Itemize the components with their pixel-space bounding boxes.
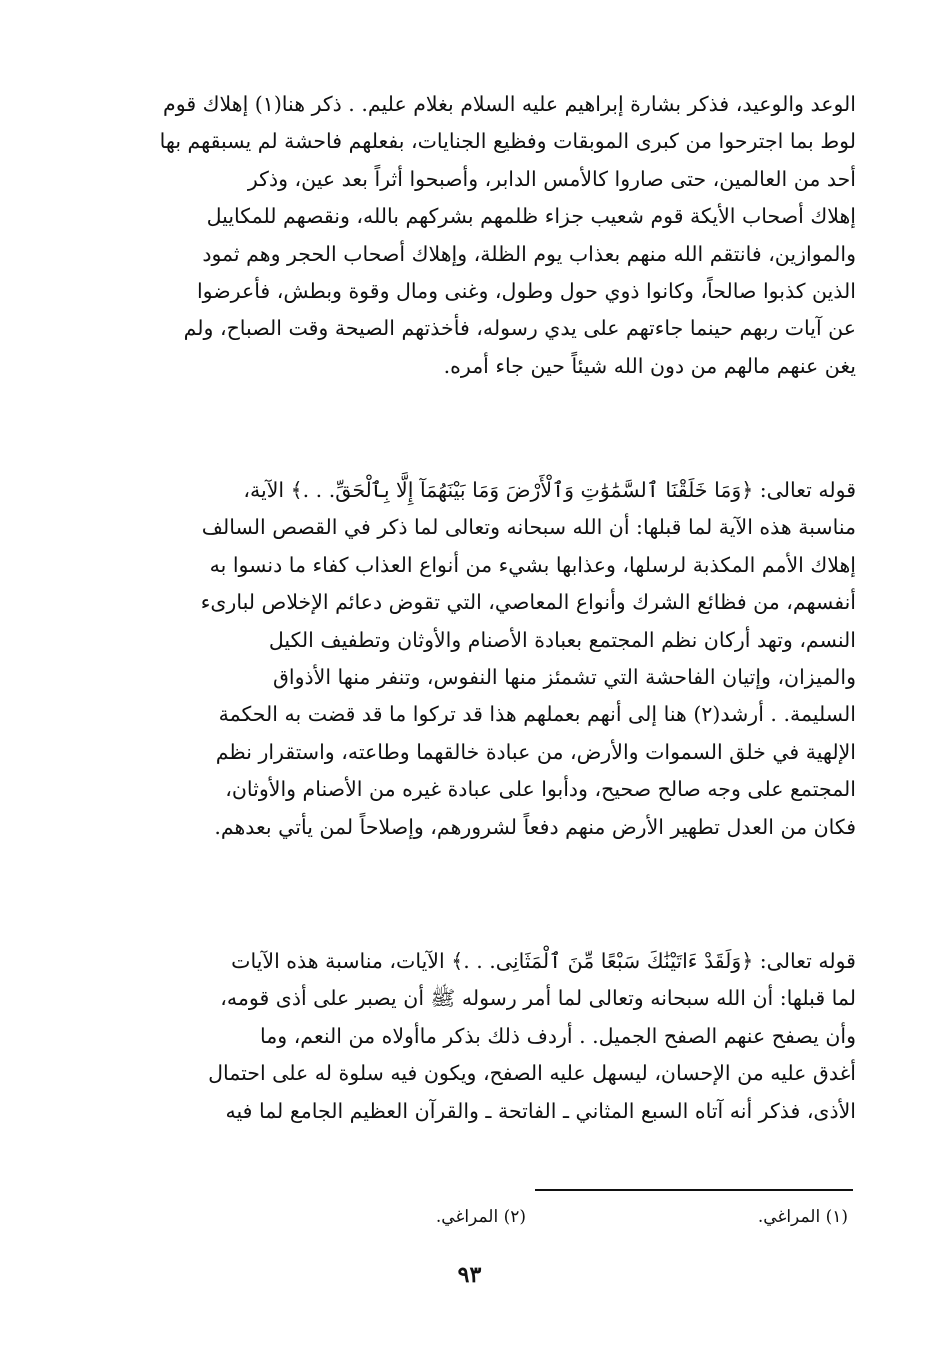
page-number: ٩٣: [457, 1262, 482, 1288]
text-line: عن آيات ربهم حينما جاءتهم على يدي رسوله، فأخذتهم الصيحة وقت الصباح، ولم: [183, 316, 856, 341]
text-line: والميزان، وإتيان الفاحشة التي تشمئز منها النفوس، وتنفر منها الأذواق: [273, 665, 856, 690]
text-line: الإلهية في خلق السموات والأرض، من عبادة خالقهما وطاعته، واستقرار نظم: [215, 739, 856, 764]
text-line: إهلاك الأمم المكذبة لرسلها، وعذابها بشيء من أنواع العذاب كفاء ما دنسوا به: [209, 552, 856, 577]
text-line: إهلاك أصحاب الأيكة قوم شعيب جزاء ظلمهم بشركهم بالله، ونقصهم للمكاييل: [206, 204, 856, 229]
text-line: وأن يصفح عنهم الصفح الجميل. . أردف ذلك بذكر ماأولاه من النعم، وما: [260, 1023, 856, 1048]
footnote-1: (١) المراغي.: [757, 1207, 848, 1227]
text-line: الأذى، فذكر أنه آتاه السبع المثاني ـ الفاتحة ـ والقرآن العظيم الجامع لما فيه: [225, 1098, 856, 1123]
footnote-divider: [535, 1189, 853, 1191]
paragraph-lut-and-thamud: [80, 86, 856, 385]
text-line: السليمة. . أرشد(٢) هنا إلى أنهم بعملهم هذا قد تركوا ما قد قضت به الحكمة: [218, 702, 856, 727]
text-line: الوعد والوعيد، فذكر بشارة إبراهيم عليه السلام بغلام عليم. . ذكر هنا(١) إهلاك قوم: [163, 92, 856, 116]
text-line: النسم، وتهد أركان نظم المجتمع بعبادة الأصنام والأوثان وتطفيف الكيل: [268, 627, 856, 652]
paragraph-seven-mathani: [80, 943, 856, 1130]
text-line: فكان من العدل تطهير الأرض منهم دفعاً لشرورهم، وإصلاحاً لمن يأتي بعدهم.: [214, 814, 856, 839]
paragraph-creation-in-truth: [80, 472, 856, 846]
text-line: لما قبلها: أن الله سبحانه وتعالى لما أمر رسوله ﷺ أن يصبر على أذى قومه،: [220, 986, 856, 1011]
text-line: لوط بما اجترحوا من كبرى الموبقات وفظيع الجنايات، بفعلهم فاحشة لم يسبقهم بها: [159, 129, 856, 154]
text-line: المجتمع على وجه صالح صحيح، ودأبوا على عبادة غيره من الأصنام والأوثان،: [225, 777, 856, 802]
text-line: أحد من العالمين، حتى صاروا كالأمس الدابر، وأصبحوا أثراً بعد عين، وذكر: [247, 166, 856, 191]
footnote-2: (٢) المراغي.: [435, 1207, 526, 1227]
text-line: الذين كذبوا صالحاً، وكانوا ذوي حول وطول، وغنى ومال وقوة وبطش، فأعرضوا: [196, 279, 856, 304]
text-line: أنفسهم، من فظائع الشرك وأنواع المعاصي، التي تقوض دعائم الإخلاص لبارىء: [200, 590, 856, 615]
text-line: أغدق عليه من الإحسان، ليسهل عليه الصفح، ويكون فيه سلوة له على احتمال: [208, 1061, 856, 1086]
text-line: قوله تعالى: ﴿وَلَقَدْ ءَاتَيْنَٰكَ سَبْعًا مِّنَ ٱلْمَثَانِى. . .﴾ الآيات، مناسبة هذه الآيات: [231, 949, 856, 973]
text-line: يغن عنهم مالهم من دون الله شيئاً حين جاء أمره.: [443, 353, 856, 378]
text-line: قوله تعالى: ﴿وَمَا خَلَقْنَا ٱلسَّمَٰوَٰتِ وَٱلْأَرْضَ وَمَا بَيْنَهُمَآ إِلَّا بِٱلْحَقِّ. . .﴾ الآية،: [243, 478, 856, 502]
text-line: والموازين، فانتقم الله منهم بعذاب يوم الظلة، وإهلاك أصحاب الحجر وهم ثمود: [202, 241, 856, 266]
text-line: مناسبة هذه الآية لما قبلها: أن الله سبحانه وتعالى لما ذكر في القصص السالف: [201, 515, 856, 540]
